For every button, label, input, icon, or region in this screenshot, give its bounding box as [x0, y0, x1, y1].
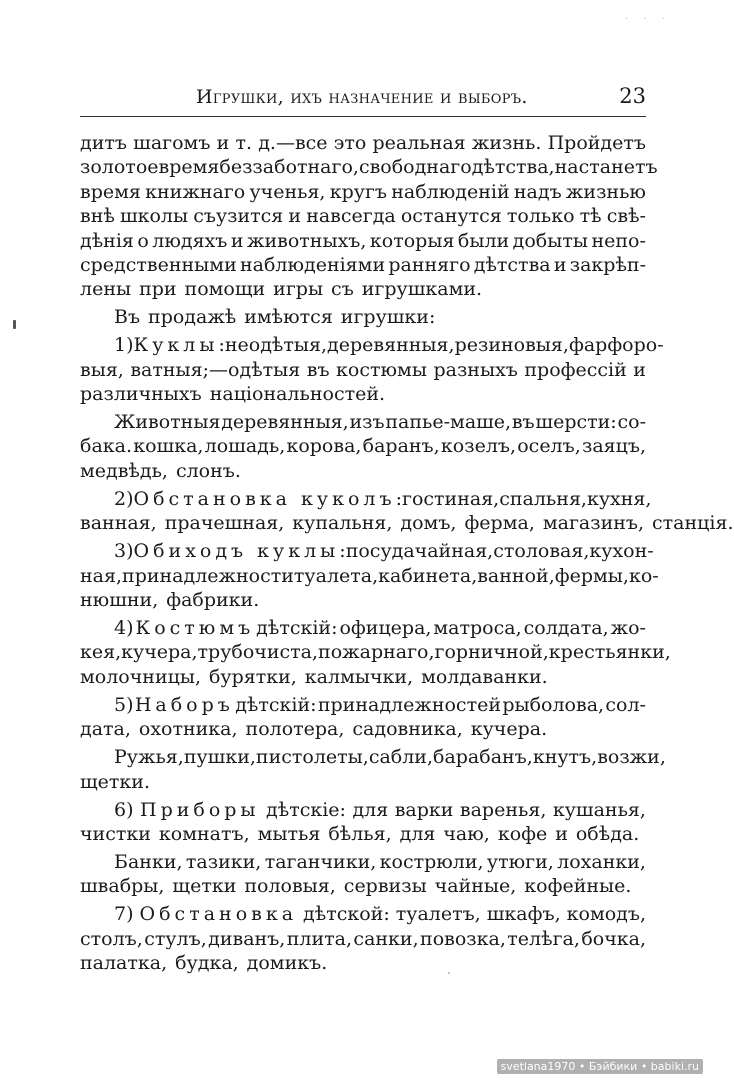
word: ванной,: [477, 564, 555, 587]
word: бѣлья,: [328, 822, 392, 845]
word: національностей.: [209, 383, 386, 406]
word: свободнаго: [358, 156, 472, 179]
word: дѣтской:: [303, 903, 390, 926]
word: швабры,: [80, 875, 165, 898]
word: и: [553, 253, 567, 276]
word: тазики,: [185, 850, 262, 873]
text-line: [80, 180, 646, 204]
word: чайные,: [434, 875, 517, 898]
word: горничной,: [434, 641, 549, 664]
text-line: [80, 770, 646, 794]
word: непо-: [591, 229, 646, 252]
word: свѣ-: [606, 205, 646, 228]
word: профессій: [524, 358, 627, 381]
word: лошадь,: [204, 435, 286, 458]
word: для: [352, 798, 389, 821]
watermark: svetlana1970 • Бэйбики • babiki.ru: [497, 1059, 703, 1074]
word: домъ,: [400, 512, 457, 535]
paragraph: [80, 693, 646, 742]
word: помощи: [184, 278, 266, 301]
text-line: [80, 131, 646, 155]
word: золотое: [80, 156, 159, 179]
word: ко-: [628, 564, 659, 587]
spaced-term: Обстановка: [139, 903, 298, 926]
word: останутся: [400, 205, 502, 228]
word: реальная: [372, 132, 466, 154]
top-margin-marks: · · ·: [625, 14, 671, 25]
word: д.—все: [258, 132, 328, 154]
word: лоханки,: [557, 850, 646, 873]
paragraph: [80, 745, 666, 794]
text-line: [80, 902, 646, 926]
word: кучера.: [470, 718, 548, 741]
word: игрушки:: [340, 306, 436, 329]
word: время: [80, 180, 141, 203]
paragraph: [80, 410, 646, 483]
word: домикъ.: [246, 952, 328, 975]
text-line: [80, 305, 646, 329]
text-line: [80, 253, 646, 277]
word: разныхъ: [433, 358, 518, 381]
word: школы: [119, 205, 189, 228]
word: бочка,: [581, 927, 646, 950]
word: дата,: [80, 718, 131, 741]
word: медвѣдь,: [80, 459, 168, 482]
word: оселъ,: [517, 435, 581, 458]
word: Животныя: [114, 411, 221, 434]
word: это: [333, 132, 367, 154]
word: Банки,: [114, 850, 183, 873]
word: прачешная,: [164, 512, 285, 535]
running-header: [78, 84, 648, 116]
word: телѣга,: [507, 927, 580, 950]
word: и: [633, 358, 646, 381]
word: и: [230, 229, 244, 252]
word: кухня,: [586, 487, 652, 510]
print-speck: [448, 972, 450, 974]
word: полотера,: [245, 718, 345, 741]
word: половыя,: [244, 875, 336, 898]
text-line: [80, 588, 646, 612]
word: пожарнаго,: [318, 641, 435, 664]
word: нюшни,: [80, 589, 159, 611]
word: жизнь.: [471, 132, 542, 154]
word: фарфоро-: [568, 334, 664, 357]
word: неодѣтыя,: [224, 334, 328, 357]
word: кухон-: [589, 540, 654, 563]
word: и: [216, 132, 230, 154]
word: при: [139, 278, 177, 301]
text-line: [80, 927, 646, 951]
word: тѣ: [579, 205, 602, 228]
word: выя,: [80, 358, 124, 381]
word: т.: [235, 132, 253, 154]
word: животныхъ,: [247, 229, 367, 252]
word: сабли,: [368, 746, 433, 769]
word: 6): [114, 798, 134, 821]
word: различныхъ: [80, 383, 202, 406]
word: ферма,: [464, 512, 535, 535]
page-number: 23: [619, 84, 646, 108]
text-line: [80, 358, 646, 382]
text-line: [80, 822, 646, 846]
paragraph: [80, 539, 659, 612]
word: Ружья,: [114, 746, 184, 769]
word: посуда: [345, 540, 415, 563]
word: въ: [511, 411, 535, 434]
text-line: [80, 382, 646, 406]
word: для: [399, 822, 436, 845]
word: плита,: [286, 927, 353, 950]
word: крестьянки,: [548, 641, 671, 664]
word: санки,: [353, 927, 419, 950]
word: и: [288, 205, 302, 228]
word: кострюли,: [379, 850, 484, 873]
word: молдаванки.: [421, 665, 548, 688]
word: пистолеты,: [255, 746, 369, 769]
word: утюги,: [486, 850, 554, 873]
word: жо-: [610, 616, 646, 639]
word: кругъ: [329, 180, 387, 203]
margin-mark: [13, 320, 16, 329]
word: ная,: [80, 564, 123, 587]
word: наблюденій: [391, 180, 510, 203]
word: Въ: [114, 306, 141, 329]
word: которыя: [369, 229, 455, 252]
word: таганчики,: [264, 850, 377, 873]
word: кнутъ,: [532, 746, 598, 769]
word: комодъ,: [566, 903, 646, 926]
word: навсегда: [306, 205, 396, 228]
spaced-term: Обстановка куколъ: [133, 487, 396, 510]
word: сол-: [605, 693, 646, 716]
word: баранъ,: [362, 435, 440, 458]
word: гостиная,: [402, 487, 500, 510]
word: настанетъ: [554, 156, 658, 179]
word: дитъ: [80, 132, 127, 154]
word: имѣются: [244, 306, 333, 329]
word: ватныя;—одѣтыя: [130, 358, 301, 381]
word: чайная,: [414, 540, 494, 563]
word: корова,: [286, 435, 362, 458]
word: фабрики.: [166, 589, 260, 611]
text-line: 3) Обиходъ куклы: посуда чайная, столовая, кухон-: [114, 540, 654, 563]
word: туалета,: [293, 564, 379, 587]
word: 2): [114, 487, 134, 510]
word: станція.: [652, 512, 734, 535]
word: костюмы: [336, 358, 427, 381]
text-line: [80, 693, 646, 717]
word: козелъ,: [440, 435, 517, 458]
word: столовая,: [493, 540, 590, 563]
word: 3): [114, 540, 134, 563]
word: Пройдетъ: [547, 132, 646, 154]
word: со-: [617, 411, 646, 434]
word: надъ: [513, 180, 562, 203]
word: молочницы,: [80, 665, 201, 688]
word: кофе: [497, 822, 548, 845]
word: бака.: [80, 435, 133, 458]
word: комнатъ,: [158, 822, 250, 845]
word: съ: [331, 278, 354, 301]
word: добыты: [512, 229, 589, 252]
word: кошка,: [133, 435, 204, 458]
text-line: 2) Обстановка куколъ: гостиная, спальня, кухня,: [114, 487, 652, 510]
word: 4): [114, 616, 134, 639]
word: фермы,: [554, 564, 629, 587]
word: беззаботнаго,: [219, 156, 359, 179]
word: диванъ,: [208, 927, 286, 950]
word: ученья,: [249, 180, 326, 203]
word: и: [555, 822, 568, 845]
word: 1): [114, 334, 134, 357]
word: шагомъ: [133, 132, 211, 154]
text-line: [80, 511, 734, 535]
word: повозка,: [420, 927, 506, 950]
word: кабинета,: [378, 564, 478, 587]
spaced-term: Костюмъ: [135, 616, 255, 639]
word: игры: [273, 278, 324, 301]
word: шерсти:: [535, 411, 617, 434]
word: возжи,: [597, 746, 666, 769]
word: пушки,: [183, 746, 256, 769]
word: купальня,: [292, 512, 393, 535]
word: игрушками.: [361, 278, 483, 301]
word: средственными: [80, 253, 237, 276]
text-line: [80, 616, 646, 640]
spaced-term: Наборъ: [134, 693, 234, 716]
word: офицера,: [339, 616, 432, 639]
text-line: [80, 229, 646, 253]
word: время: [158, 156, 220, 179]
paragraph: [80, 487, 734, 536]
word: заяцъ,: [581, 435, 646, 458]
spaced-term: Обиходъ куклы: [133, 540, 340, 563]
word: рыболова,: [502, 693, 605, 716]
text-line: [80, 434, 646, 458]
word: кушанья,: [552, 798, 646, 821]
word: трубочиста,: [197, 641, 319, 664]
text-line: [80, 410, 646, 434]
word: лены: [80, 278, 132, 301]
text-line: [80, 277, 646, 301]
word: дѣтскій:: [256, 616, 338, 639]
word: стулъ,: [144, 927, 207, 950]
word: продажѣ: [148, 306, 237, 329]
word: 5): [114, 693, 134, 716]
word: внѣ: [80, 205, 115, 228]
word: ранняго: [388, 253, 471, 276]
word: шкафъ,: [486, 903, 561, 926]
text-line: [80, 640, 671, 664]
word: чистки: [80, 822, 151, 845]
word: въ: [306, 358, 330, 381]
word: изъ: [349, 411, 385, 434]
word: деревянныя,: [221, 411, 349, 434]
word: спальня,: [499, 487, 587, 510]
word: ванная,: [80, 512, 157, 535]
word: бурятки,: [208, 665, 297, 688]
word: дѣнія: [80, 229, 134, 252]
word: слонъ.: [175, 459, 241, 482]
paragraph: [80, 616, 671, 689]
text-line: [80, 850, 646, 874]
word: садовника,: [352, 718, 463, 741]
word: чаю,: [443, 822, 490, 845]
word: сервизы: [343, 875, 427, 898]
word: матроса,: [433, 616, 522, 639]
word: мытья: [257, 822, 321, 845]
word: кофейные.: [524, 875, 632, 898]
word: будка,: [175, 952, 239, 975]
text-line: [80, 798, 646, 822]
word: калмычки,: [304, 665, 414, 688]
spaced-term: Куклы: [133, 334, 219, 357]
text-line: [80, 665, 646, 689]
text-line: [80, 204, 646, 228]
word: о: [137, 229, 149, 252]
word: щетки.: [80, 770, 150, 793]
spaced-term: Приборы: [140, 798, 260, 821]
header-rule: [80, 116, 646, 117]
word: были: [457, 229, 510, 252]
word: только: [506, 205, 575, 228]
paragraph: [80, 305, 646, 329]
word: дѣтскій:: [235, 693, 317, 716]
paragraph: [80, 333, 664, 406]
word: резиновыя,: [454, 334, 569, 357]
word: магазинъ,: [542, 512, 645, 535]
text-line: [80, 717, 646, 741]
word: палатка,: [80, 952, 168, 975]
word: столъ,: [80, 927, 143, 950]
paragraph: [80, 902, 646, 975]
text-line: [80, 155, 658, 179]
word: съузится: [193, 205, 284, 228]
word: охотника,: [138, 718, 238, 741]
word: солдата,: [523, 616, 609, 639]
body-text: [80, 131, 734, 975]
word: варенья,: [459, 798, 547, 821]
word: принадлежностей: [317, 693, 501, 716]
text-line: [80, 745, 666, 769]
word: варки: [394, 798, 454, 821]
text-line: [80, 874, 646, 898]
word: туалетъ,: [395, 903, 481, 926]
word: обѣда.: [575, 822, 640, 845]
word: 7): [114, 903, 134, 926]
word: щетки: [172, 875, 237, 898]
word: принадлежности: [122, 564, 294, 587]
text-line: [80, 951, 646, 975]
text-line: [80, 564, 659, 588]
text-line: 1) Куклы: неодѣтыя, деревянныя, резиновыя, фарфоро-: [114, 334, 664, 357]
word: деревянныя,: [327, 334, 455, 357]
word: людяхъ: [152, 229, 228, 252]
header-title: Игрушки, ихъ назначение и выборъ.: [196, 86, 528, 108]
word: закрѣп-: [569, 253, 646, 276]
word: папье-маше,: [385, 411, 512, 434]
paragraph: [80, 850, 646, 899]
word: барабанъ,: [433, 746, 533, 769]
word: дѣтства,: [471, 156, 555, 179]
word: дѣтскіе:: [266, 798, 346, 821]
word: книжнаго: [145, 180, 246, 203]
word: кучера,: [121, 641, 198, 664]
paragraph: [80, 131, 658, 302]
word: дѣтства: [473, 253, 551, 276]
word: наблюденіями: [239, 253, 386, 276]
paragraph: [80, 798, 646, 847]
word: жизнью: [565, 180, 646, 203]
text-line: [80, 459, 646, 483]
word: кея,: [80, 641, 122, 664]
